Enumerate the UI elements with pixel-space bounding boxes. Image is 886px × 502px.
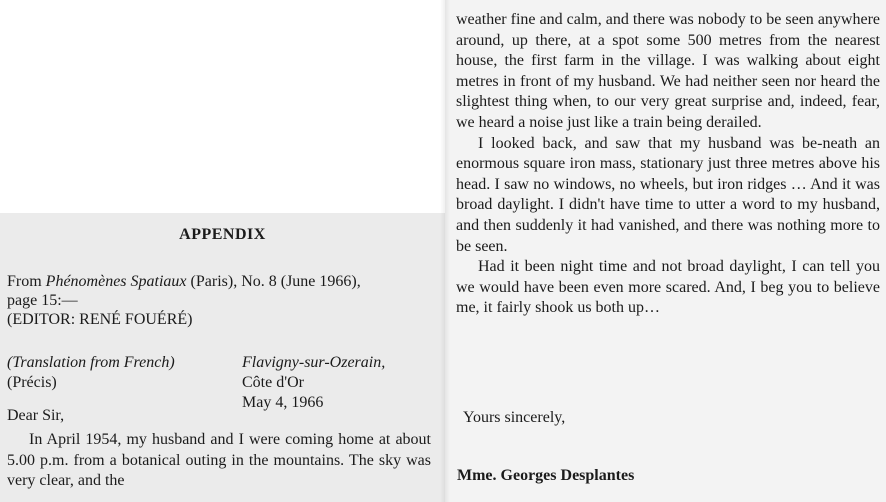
source-prefix: From	[7, 273, 46, 290]
letter-continuation	[456, 10, 880, 319]
letter-paragraph-1: In April 1954, my husband and I were coming home at about 5.00 p.m. from a botanical outing in the mountains. The sky was very clear, and the	[7, 431, 431, 490]
appendix-heading: APPENDIX	[179, 226, 266, 243]
letter-signature: Mme. Georges Desplantes	[457, 467, 635, 484]
translation-block	[7, 353, 175, 393]
source-citation	[7, 272, 439, 329]
salutation: Dear Sir,	[7, 407, 65, 424]
letter-date: May 4, 1966	[242, 394, 324, 411]
source-title: Phénomènes Spatiaux	[45, 273, 187, 290]
letter-paragraph-1-continued: weather fine and calm, and there was nobody to be seen anywhere around, up there, at a spot some 500 metres from the nearest house, the first farm in the village. I was walking about eight metres in front of my husband. We had neither seen nor heard the slightest thing when, to our very great surprise and, indeed, fear, we heard a noise just like a train being derailed.	[456, 11, 880, 131]
letter-place: Flavigny-sur-Ozerain,	[242, 354, 386, 371]
book-gutter	[440, 0, 450, 502]
letter-paragraph-2: I looked back, and saw that my husband was be-neath an enormous square iron mass, stationary just three metres above his head. I saw no windows, no wheels, but iron ridges … And it was broad daylight. I didn't have time to utter a word to my husband, and then suddenly it had vanished, and there was nothing more to be seen.	[456, 134, 880, 255]
source-editor: (EDITOR: RENÉ FOUÉRÉ)	[7, 311, 193, 328]
source-suffix: (Paris), No. 8 (June 1966),	[186, 273, 361, 290]
letter-closing: Yours sincerely,	[463, 409, 566, 426]
source-page: page 15:—	[7, 292, 78, 309]
letter-paragraph-3: Had it been night time and not broad daylight, I can tell you we would have been even more scared. And, I beg you to believe me, it fairly shook us both up…	[456, 258, 880, 317]
translation-note: (Translation from French)	[7, 354, 175, 371]
letter-address-block	[242, 353, 385, 413]
letter-region: Côte d'Or	[242, 374, 304, 391]
precis-note: (Précis)	[7, 374, 57, 391]
